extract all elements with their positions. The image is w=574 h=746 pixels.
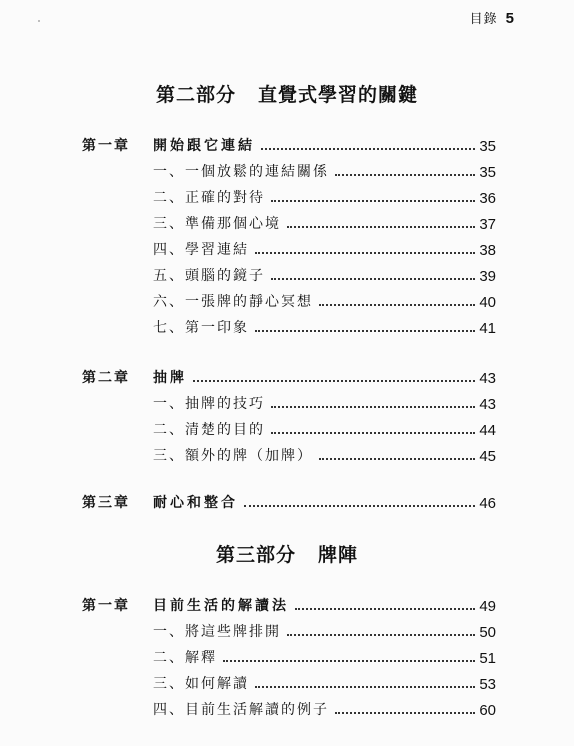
toc-entry [153,419,496,439]
chapter-label: 第一章 [82,598,130,614]
toc-entry [153,445,496,465]
section-title: 三、額外的牌（加牌） [153,448,313,464]
page-ref: 35 [479,164,496,181]
toc-entry [153,161,496,181]
section-title: 七、第一印象 [153,320,249,336]
toc-section-row[interactable] [0,185,574,207]
page-ref: 40 [479,294,496,311]
chapter-title: 目前生活的解讀法 [153,598,289,614]
part-subtitle: 牌陣 [318,544,359,566]
section-title: 二、清楚的目的 [153,422,265,438]
toc-section-row[interactable] [0,671,574,693]
dot-leader [287,226,475,228]
chapter-label: 第二章 [82,370,130,386]
page-ref: 44 [479,422,496,439]
dot-leader [335,174,475,176]
toc-section-row[interactable] [0,417,574,439]
page-ref: 41 [479,320,496,337]
toc-entry [153,621,496,641]
page-ref: 38 [479,242,496,259]
page-ref: 53 [479,676,496,693]
part-heading [0,540,574,567]
chapter-label: 第三章 [82,495,130,511]
toc-section-row[interactable] [0,645,574,667]
page-ref: 49 [479,598,496,615]
chapter-label: 第一章 [82,138,130,154]
toc-section-row[interactable] [0,263,574,285]
section-title: 一、一個放鬆的連結關係 [153,164,329,180]
running-header [470,8,514,28]
part-heading [0,80,574,107]
dot-leader [223,660,475,662]
page-ref: 43 [479,396,496,413]
dot-leader [335,712,475,714]
section-title: 一、抽牌的技巧 [153,396,265,412]
toc-entry [153,239,496,259]
page-ref: 35 [479,138,496,155]
toc-section-row[interactable] [0,315,574,337]
toc-entry [153,699,496,719]
page-ref: 60 [479,702,496,719]
scan-speck [38,20,40,22]
page-ref: 37 [479,216,496,233]
dot-leader [261,148,475,150]
dot-leader [271,406,475,408]
section-title: 二、解釋 [153,650,217,666]
toc-entry [153,213,496,233]
page-ref: 46 [479,495,496,512]
part-subtitle: 直覺式學習的關鍵 [258,84,419,106]
section-title: 四、學習連結 [153,242,249,258]
section-title: 五、頭腦的鏡子 [153,268,265,284]
section-title: 一、將這些牌排開 [153,624,281,640]
section-title: 六、一張牌的靜心冥想 [153,294,313,310]
toc-entry [153,647,496,667]
toc-chapter-row[interactable] [0,593,574,615]
toc-entry [153,393,496,413]
dot-leader [271,432,475,434]
chapter-title: 耐心和整合 [153,495,238,511]
part-number: 第二部分 [155,84,236,106]
dot-leader [244,505,475,507]
toc-section-row[interactable] [0,443,574,465]
page-number: 5 [505,10,514,27]
dot-leader [255,330,475,332]
toc-section-row[interactable] [0,391,574,413]
dot-leader [255,686,475,688]
toc-section-row[interactable] [0,211,574,233]
toc-entry [153,317,496,337]
toc-entry [153,673,496,693]
dot-leader [295,608,475,610]
toc-chapter-row[interactable] [0,490,574,512]
toc-entry [153,291,496,311]
toc-section-row[interactable] [0,619,574,641]
section-title: 三、如何解讀 [153,676,249,692]
section-title: 二、正確的對待 [153,190,265,206]
toc-section-row[interactable] [0,159,574,181]
toc-chapter-row[interactable] [0,133,574,155]
section-title: 四、目前生活解讀的例子 [153,702,329,718]
page-ref: 45 [479,448,496,465]
dot-leader [255,252,475,254]
page-ref: 39 [479,268,496,285]
page-ref: 51 [479,650,496,667]
chapter-title: 開始跟它連結 [153,138,255,154]
dot-leader [193,380,475,382]
toc-chapter-row[interactable] [0,365,574,387]
toc-section-row[interactable] [0,289,574,311]
dot-leader [319,458,475,460]
page-ref: 50 [479,624,496,641]
toc-entry [153,187,496,207]
header-label: 目錄 [469,12,498,27]
toc-entry [153,367,496,387]
dot-leader [271,278,475,280]
part-number: 第三部分 [215,544,296,566]
toc-entry [153,265,496,285]
toc-section-row[interactable] [0,237,574,259]
toc-section-row[interactable] [0,697,574,719]
dot-leader [287,634,475,636]
section-title: 三、準備那個心境 [153,216,281,232]
page-ref: 36 [479,190,496,207]
toc-entry [153,492,496,512]
page-ref: 43 [479,370,496,387]
chapter-title: 抽牌 [153,370,187,386]
dot-leader [319,304,475,306]
dot-leader [271,200,475,202]
toc-entry [153,595,496,615]
toc-entry [153,135,496,155]
